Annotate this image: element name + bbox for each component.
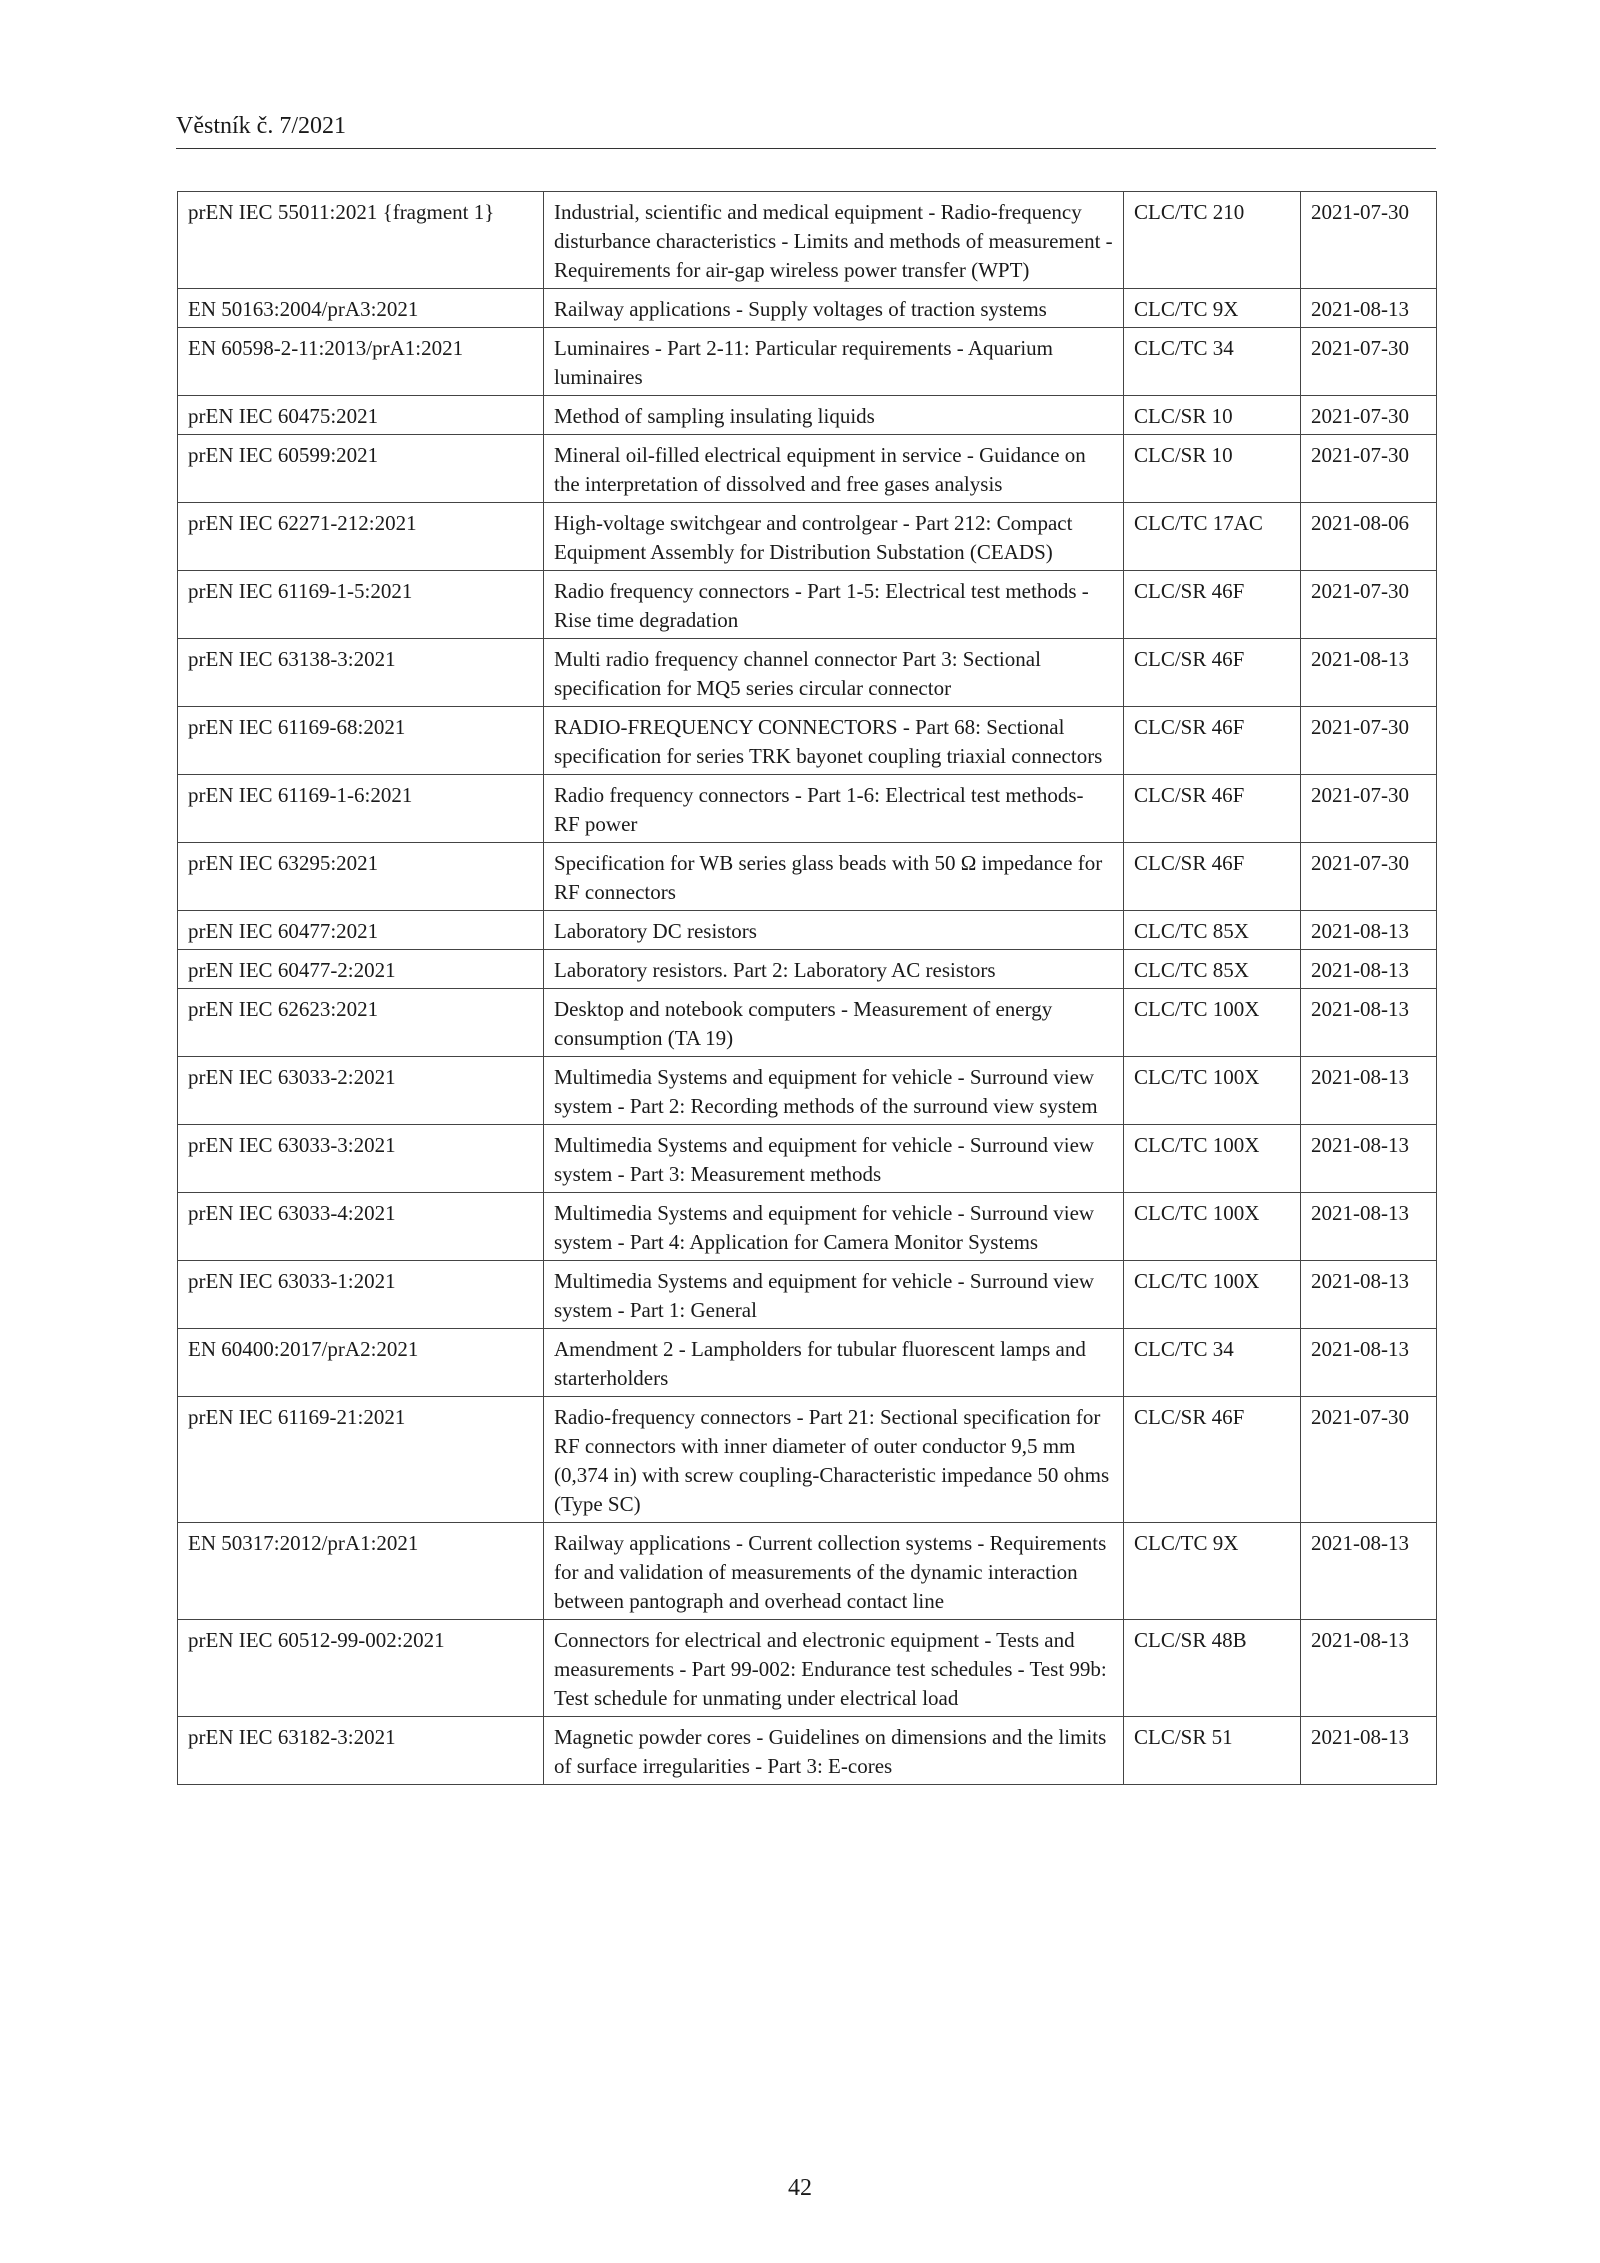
standard-code-cell: prEN IEC 63033-3:2021 <box>178 1125 544 1193</box>
table-row <box>178 1057 1437 1125</box>
standard-title-cell: Radio-frequency connectors - Part 21: Sectional specification for RF connectors with inner diameter of outer conductor 9,5 mm (0,374 in) with screw coupling-Characteristic impedance 50 ohms (Type SC) <box>544 1397 1124 1523</box>
standard-title-cell: Method of sampling insulating liquids <box>544 396 1124 435</box>
standard-title-cell: High-voltage switchgear and controlgear - Part 212: Compact Equipment Assembly for Distribution Substation (CEADS) <box>544 503 1124 571</box>
deadline-date-cell: 2021-08-13 <box>1301 1523 1437 1620</box>
standard-code-cell: prEN IEC 63033-1:2021 <box>178 1261 544 1329</box>
table-row <box>178 192 1437 289</box>
deadline-date-cell: 2021-07-30 <box>1301 571 1437 639</box>
committee-cell: CLC/SR 46F <box>1124 775 1301 843</box>
standard-title-cell: Magnetic powder cores - Guidelines on dimensions and the limits of surface irregularities - Part 3: E-cores <box>544 1717 1124 1785</box>
committee-cell: CLC/SR 46F <box>1124 639 1301 707</box>
standard-title-cell: Luminaires - Part 2-11: Particular requirements - Aquarium luminaires <box>544 328 1124 396</box>
standard-title-cell: Laboratory resistors. Part 2: Laboratory AC resistors <box>544 950 1124 989</box>
deadline-date-cell: 2021-08-06 <box>1301 503 1437 571</box>
standard-code-cell: prEN IEC 60512-99-002:2021 <box>178 1620 544 1717</box>
table-row <box>178 843 1437 911</box>
table-row <box>178 503 1437 571</box>
page-header <box>176 112 1436 149</box>
standard-code-cell: prEN IEC 61169-1-6:2021 <box>178 775 544 843</box>
deadline-date-cell: 2021-07-30 <box>1301 775 1437 843</box>
deadline-date-cell: 2021-07-30 <box>1301 192 1437 289</box>
committee-cell: CLC/TC 9X <box>1124 1523 1301 1620</box>
table-row <box>178 1125 1437 1193</box>
standard-code-cell: prEN IEC 63138-3:2021 <box>178 639 544 707</box>
committee-cell: CLC/TC 17AC <box>1124 503 1301 571</box>
standard-code-cell: prEN IEC 60475:2021 <box>178 396 544 435</box>
deadline-date-cell: 2021-07-30 <box>1301 396 1437 435</box>
committee-cell: CLC/TC 9X <box>1124 289 1301 328</box>
committee-cell: CLC/SR 10 <box>1124 396 1301 435</box>
committee-cell: CLC/SR 46F <box>1124 843 1301 911</box>
table-row <box>178 1193 1437 1261</box>
standard-code-cell: prEN IEC 55011:2021 {fragment 1} <box>178 192 544 289</box>
deadline-date-cell: 2021-07-30 <box>1301 328 1437 396</box>
committee-cell: CLC/SR 46F <box>1124 571 1301 639</box>
table-row <box>178 707 1437 775</box>
table-row <box>178 911 1437 950</box>
standard-code-cell: prEN IEC 61169-21:2021 <box>178 1397 544 1523</box>
deadline-date-cell: 2021-08-13 <box>1301 639 1437 707</box>
table-row <box>178 1717 1437 1785</box>
standard-code-cell: prEN IEC 62623:2021 <box>178 989 544 1057</box>
page-number: 42 <box>788 2175 812 2201</box>
deadline-date-cell: 2021-08-13 <box>1301 1057 1437 1125</box>
committee-cell: CLC/TC 85X <box>1124 911 1301 950</box>
deadline-date-cell: 2021-08-13 <box>1301 1620 1437 1717</box>
committee-cell: CLC/TC 100X <box>1124 1193 1301 1261</box>
committee-cell: CLC/SR 51 <box>1124 1717 1301 1785</box>
standard-code-cell: prEN IEC 63033-4:2021 <box>178 1193 544 1261</box>
standard-code-cell: prEN IEC 60477:2021 <box>178 911 544 950</box>
deadline-date-cell: 2021-07-30 <box>1301 435 1437 503</box>
deadline-date-cell: 2021-08-13 <box>1301 1125 1437 1193</box>
deadline-date-cell: 2021-08-13 <box>1301 1717 1437 1785</box>
standards-table <box>177 191 1437 1785</box>
standard-title-cell: Mineral oil-filled electrical equipment in service - Guidance on the interpretation of dissolved and free gases analysis <box>544 435 1124 503</box>
standard-title-cell: Radio frequency connectors - Part 1-5: Electrical test methods - Rise time degradation <box>544 571 1124 639</box>
deadline-date-cell: 2021-07-30 <box>1301 1397 1437 1523</box>
table-row <box>178 639 1437 707</box>
committee-cell: CLC/SR 46F <box>1124 707 1301 775</box>
standard-code-cell: prEN IEC 60599:2021 <box>178 435 544 503</box>
standard-code-cell: EN 60400:2017/prA2:2021 <box>178 1329 544 1397</box>
committee-cell: CLC/SR 46F <box>1124 1397 1301 1523</box>
standard-code-cell: prEN IEC 62271-212:2021 <box>178 503 544 571</box>
committee-cell: CLC/SR 10 <box>1124 435 1301 503</box>
standard-title-cell: Railway applications - Supply voltages of traction systems <box>544 289 1124 328</box>
standard-title-cell: Multimedia Systems and equipment for vehicle - Surround view system - Part 1: General <box>544 1261 1124 1329</box>
committee-cell: CLC/TC 100X <box>1124 1261 1301 1329</box>
standard-title-cell: Multimedia Systems and equipment for vehicle - Surround view system - Part 3: Measurement methods <box>544 1125 1124 1193</box>
standard-title-cell: Railway applications - Current collection systems - Requirements for and validation of measurements of the dynamic interaction between pantograph and overhead contact line <box>544 1523 1124 1620</box>
standard-code-cell: EN 50317:2012/prA1:2021 <box>178 1523 544 1620</box>
deadline-date-cell: 2021-07-30 <box>1301 843 1437 911</box>
table-row <box>178 571 1437 639</box>
standard-code-cell: EN 50163:2004/prA3:2021 <box>178 289 544 328</box>
table-row <box>178 989 1437 1057</box>
table-row <box>178 1261 1437 1329</box>
deadline-date-cell: 2021-08-13 <box>1301 989 1437 1057</box>
deadline-date-cell: 2021-08-13 <box>1301 1261 1437 1329</box>
deadline-date-cell: 2021-08-13 <box>1301 911 1437 950</box>
deadline-date-cell: 2021-08-13 <box>1301 950 1437 989</box>
table-row <box>178 775 1437 843</box>
table-row <box>178 435 1437 503</box>
table-row <box>178 1397 1437 1523</box>
standard-title-cell: Radio frequency connectors - Part 1-6: Electrical test methods- RF power <box>544 775 1124 843</box>
standard-title-cell: RADIO-FREQUENCY CONNECTORS - Part 68: Sectional specification for series TRK bayonet coupling triaxial connectors <box>544 707 1124 775</box>
committee-cell: CLC/TC 100X <box>1124 1125 1301 1193</box>
standard-title-cell: Specification for WB series glass beads with 50 Ω impedance for RF connectors <box>544 843 1124 911</box>
deadline-date-cell: 2021-08-13 <box>1301 1193 1437 1261</box>
deadline-date-cell: 2021-07-30 <box>1301 707 1437 775</box>
standard-title-cell: Multimedia Systems and equipment for vehicle - Surround view system - Part 2: Recording methods of the surround view system <box>544 1057 1124 1125</box>
table-row <box>178 328 1437 396</box>
deadline-date-cell: 2021-08-13 <box>1301 1329 1437 1397</box>
standard-code-cell: prEN IEC 61169-68:2021 <box>178 707 544 775</box>
table-row <box>178 396 1437 435</box>
standard-code-cell: prEN IEC 63033-2:2021 <box>178 1057 544 1125</box>
standard-code-cell: prEN IEC 61169-1-5:2021 <box>178 571 544 639</box>
table-row <box>178 950 1437 989</box>
table-row <box>178 1620 1437 1717</box>
committee-cell: CLC/TC 85X <box>1124 950 1301 989</box>
standard-title-cell: Amendment 2 - Lampholders for tubular fluorescent lamps and starterholders <box>544 1329 1124 1397</box>
standard-code-cell: prEN IEC 63295:2021 <box>178 843 544 911</box>
journal-title: Věstník č. 7/2021 <box>176 113 346 139</box>
committee-cell: CLC/TC 100X <box>1124 989 1301 1057</box>
deadline-date-cell: 2021-08-13 <box>1301 289 1437 328</box>
committee-cell: CLC/TC 34 <box>1124 328 1301 396</box>
standard-title-cell: Laboratory DC resistors <box>544 911 1124 950</box>
standard-code-cell: EN 60598-2-11:2013/prA1:2021 <box>178 328 544 396</box>
standard-code-cell: prEN IEC 60477-2:2021 <box>178 950 544 989</box>
committee-cell: CLC/TC 100X <box>1124 1057 1301 1125</box>
committee-cell: CLC/TC 210 <box>1124 192 1301 289</box>
standard-title-cell: Multimedia Systems and equipment for vehicle - Surround view system - Part 4: Application for Camera Monitor Systems <box>544 1193 1124 1261</box>
committee-cell: CLC/TC 34 <box>1124 1329 1301 1397</box>
standards-table-body <box>178 192 1437 1785</box>
standard-title-cell: Industrial, scientific and medical equipment - Radio-frequency disturbance characteristics - Limits and methods of measurement - Requirements for air-gap wireless power transfer (WPT) <box>544 192 1124 289</box>
table-row <box>178 1329 1437 1397</box>
standard-code-cell: prEN IEC 63182-3:2021 <box>178 1717 544 1785</box>
committee-cell: CLC/SR 48B <box>1124 1620 1301 1717</box>
standard-title-cell: Multi radio frequency channel connector Part 3: Sectional specification for MQ5 series circular connector <box>544 639 1124 707</box>
standard-title-cell: Connectors for electrical and electronic equipment - Tests and measurements - Part 99-002: Endurance test schedules - Test 99b: Test schedule for unmating under electrical load <box>544 1620 1124 1717</box>
table-row <box>178 1523 1437 1620</box>
standard-title-cell: Desktop and notebook computers - Measurement of energy consumption (TA 19) <box>544 989 1124 1057</box>
table-row <box>178 289 1437 328</box>
